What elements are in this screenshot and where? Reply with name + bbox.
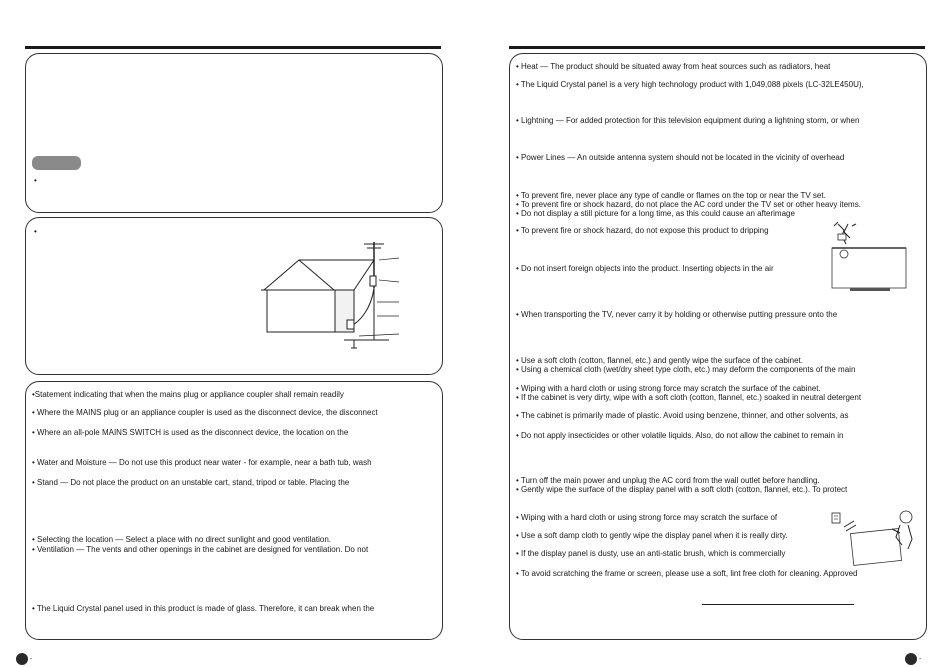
left-box-3 [25, 381, 443, 640]
antenna-grounding-diagram [259, 240, 409, 355]
left-top-rule [25, 46, 441, 49]
right-item-18: • Gently wipe the surface of the display panel with a soft cloth (cotton, flannel, etc.). To protect [516, 485, 848, 494]
right-item-1: • Heat — The product should be situated away from heat sources such as radiators, heat [516, 62, 831, 71]
left-item-3: • Where an all-pole MAINS SWITCH is used as the disconnect device, the location on the [32, 428, 349, 437]
right-item-9: • Do not insert foreign objects into the product. Inserting objects in the air [516, 264, 774, 273]
left-item-1: •Statement indicating that when the mains plug or appliance coupler shall remain readily [32, 390, 344, 399]
right-item-12: • Using a chemical cloth (wet/dry sheet type cloth, etc.) may deform the components of the main [516, 365, 856, 374]
left-item-7: • Ventilation — The vents and other openings in the cabinet are designed for ventilation. Do not [32, 545, 369, 554]
right-item-17: • Turn off the main power and unplug the AC cord from the wall outlet before handling. [516, 476, 820, 485]
right-item-15: • The cabinet is primarily made of plastic. Avoid using benzene, thinner, and other solvents, as [516, 411, 849, 420]
right-item-11: • Use a soft cloth (cotton, flannel, etc.) and gently wipe the surface of the cabinet. [516, 356, 803, 365]
right-item-3: • Lightning — For added protection for this television equipment during a lightning storm, or when [516, 116, 860, 125]
signature-line [702, 604, 854, 605]
right-item-4: • Power Lines — An outside antenna system should not be located in the vicinity of overhead [516, 153, 845, 162]
left-item-2: • Where the MAINS plug or an appliance coupler is used as the disconnect device, the disconnect [32, 408, 378, 417]
page-number-icon-right [905, 653, 917, 665]
left-item-6: • Selecting the location — Select a place with no direct sunlight and good ventilation. [32, 535, 331, 544]
page-number-icon-left [16, 653, 28, 665]
right-item-6: • To prevent fire or shock hazard, do not place the AC cord under the TV set or other heavy items. [516, 200, 861, 209]
page-dash-right: - [919, 656, 922, 663]
left-item-8: • The Liquid Crystal panel used in this product is made of glass. Therefore, it can break when the [32, 604, 375, 613]
right-item-5: • To prevent fire, never place any type of candle or flames on the top or near the TV set. [516, 191, 826, 200]
box1-bullet: • [34, 176, 37, 185]
right-item-2: • The Liquid Crystal panel is a very high technology product with 1,049,088 pixels (LC-32LE450U), [516, 80, 864, 89]
left-box-1 [25, 53, 443, 213]
right-top-rule [509, 46, 925, 49]
box2-bullet: • [34, 227, 37, 236]
left-item-5: • Stand — Do not place the product on an unstable cart, stand, tripod or table. Placing the [32, 478, 350, 487]
right-item-19: • Wiping with a hard cloth or using strong force may scratch the surface of [516, 513, 778, 522]
right-item-14: • If the cabinet is very dirty, wipe with a soft cloth (cotton, flannel, etc.) soaked in neutral detergent [516, 393, 862, 402]
right-item-8: • To prevent fire or shock hazard, do not expose this product to dripping [516, 226, 769, 235]
tv-cleaning-illustration [830, 509, 920, 569]
tv-dripping-liquid-illustration [830, 220, 910, 300]
right-box [509, 53, 927, 640]
heading-tab [32, 156, 81, 170]
left-box-2 [25, 217, 443, 375]
right-item-10: • When transporting the TV, never carry it by holding or otherwise putting pressure onto the [516, 310, 838, 319]
right-item-20: • Use a soft damp cloth to gently wipe the display panel when it is really dirty. [516, 531, 788, 540]
page-dash-left: - [30, 656, 33, 663]
right-item-21: • If the display panel is dusty, use an anti-static brush, which is commercially [516, 549, 786, 558]
right-item-16: • Do not apply insecticides or other volatile liquids. Also, do not allow the cabinet to remain in [516, 431, 844, 440]
right-item-7: • Do not display a still picture for a long time, as this could cause an afterimage [516, 209, 795, 218]
right-item-13: • Wiping with a hard cloth or using strong force may scratch the surface of the cabinet. [516, 384, 821, 393]
left-item-4: • Water and Moisture — Do not use this product near water - for example, near a bath tub, wash [32, 458, 372, 467]
right-item-22: • To avoid scratching the frame or screen, please use a soft, lint free cloth for cleaning. Approved [516, 569, 858, 578]
